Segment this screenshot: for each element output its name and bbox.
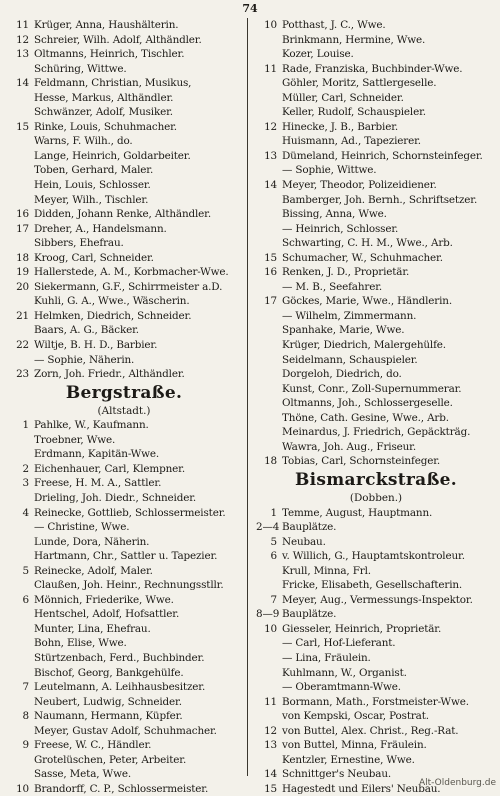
house-number: 13 bbox=[16, 48, 29, 61]
resident-entry bbox=[256, 506, 496, 521]
resident-text: Thöne, Cath. Gesine, Wwe., Arb. bbox=[282, 411, 449, 424]
resident-text: Stürtzenbach, Ferd., Buchbinder. bbox=[34, 651, 205, 664]
right-column bbox=[256, 18, 496, 796]
resident-text: Claußen, Joh. Heinr., Rechnungsstllr. bbox=[34, 579, 224, 592]
resident-entry bbox=[256, 651, 496, 666]
resident-text: Hallerstede, A. M., Korbmacher-Wwe. bbox=[34, 266, 229, 279]
resident-entry bbox=[8, 62, 240, 77]
resident-text: Neubau. bbox=[282, 535, 326, 548]
resident-entry bbox=[256, 105, 496, 120]
resident-entry bbox=[8, 506, 240, 521]
resident-text: — Heinrich, Schlosser. bbox=[282, 222, 399, 235]
resident-text: Toben, Gerhard, Maler. bbox=[34, 164, 154, 177]
resident-entry bbox=[256, 33, 496, 48]
house-number: 6 bbox=[22, 593, 29, 606]
resident-text: Grotelüschen, Peter, Arbeiter. bbox=[34, 753, 187, 766]
house-number: 2 bbox=[22, 462, 29, 475]
resident-text: Meyer, Aug., Vermessungs-Inspektor. bbox=[282, 593, 473, 606]
resident-text: von Buttel, Alex. Christ., Reg.-Rat. bbox=[282, 724, 459, 737]
resident-entry bbox=[256, 636, 496, 651]
resident-entry bbox=[8, 695, 240, 710]
resident-entry bbox=[8, 491, 240, 506]
resident-entry bbox=[8, 535, 240, 550]
house-number: 11 bbox=[16, 19, 29, 31]
resident-entry bbox=[256, 454, 496, 469]
resident-entry bbox=[256, 425, 496, 440]
resident-entry bbox=[8, 782, 240, 796]
resident-text: Munter, Lina, Ehefrau. bbox=[34, 622, 151, 635]
house-number: 11 bbox=[264, 695, 277, 708]
resident-entry bbox=[8, 294, 240, 309]
resident-text: Bohn, Elise, Wwe. bbox=[34, 637, 127, 650]
house-number: 9 bbox=[22, 739, 29, 752]
resident-text: Rinke, Louis, Schuhmacher. bbox=[34, 120, 177, 133]
house-number: 16 bbox=[16, 208, 29, 221]
resident-entry bbox=[256, 353, 496, 368]
resident-entry bbox=[8, 353, 240, 368]
resident-entry bbox=[8, 433, 240, 448]
house-number: 7 bbox=[270, 593, 277, 606]
house-number: 21 bbox=[16, 309, 29, 322]
resident-text: Warns, F. Wilh., do. bbox=[34, 135, 133, 148]
resident-entry bbox=[8, 607, 240, 622]
house-number: 18 bbox=[16, 251, 29, 264]
resident-text: Meyer, Theodor, Polizeidiener. bbox=[282, 179, 437, 192]
house-number: 10 bbox=[16, 782, 29, 795]
resident-text: Freese, H. M. A., Sattler. bbox=[34, 477, 162, 490]
resident-entry bbox=[8, 476, 240, 491]
resident-text: Wiltje, B. H. D., Barbier. bbox=[34, 339, 158, 352]
resident-entry bbox=[256, 382, 496, 397]
resident-entry bbox=[8, 91, 240, 106]
resident-text: Göhler, Moritz, Sattlergeselle. bbox=[282, 77, 437, 90]
resident-text: Meinardus, J. Friedrich, Gepäckträg. bbox=[282, 426, 471, 439]
resident-text: Kentzler, Ernestine, Wwe. bbox=[282, 753, 415, 766]
resident-text: Bormann, Math., Forstmeister-Wwe. bbox=[282, 695, 469, 708]
resident-text: — Oberamtmann-Wwe. bbox=[282, 681, 401, 694]
resident-text: Bauplätze. bbox=[282, 608, 337, 621]
resident-entry bbox=[8, 105, 240, 120]
resident-entry bbox=[256, 440, 496, 455]
house-number: 17 bbox=[16, 222, 29, 235]
resident-text: Sasse, Meta, Wwe. bbox=[34, 768, 131, 781]
resident-text: Dümeland, Heinrich, Schornsteinfeger. bbox=[282, 149, 483, 162]
resident-entry bbox=[8, 47, 240, 62]
house-number: 8—9 bbox=[256, 608, 280, 621]
house-number: 1 bbox=[22, 419, 29, 432]
resident-entry bbox=[256, 163, 496, 178]
resident-entry bbox=[8, 767, 240, 782]
resident-entry bbox=[256, 236, 496, 251]
resident-entry bbox=[256, 396, 496, 411]
resident-text: Renken, J. D., Proprietär. bbox=[282, 266, 410, 279]
house-number: 5 bbox=[22, 564, 29, 577]
resident-entry bbox=[8, 738, 240, 753]
resident-text: Hartmann, Chr., Sattler u. Tapezier. bbox=[34, 550, 218, 563]
resident-text: Freese, W. C., Händler. bbox=[34, 739, 152, 752]
house-number: 13 bbox=[264, 149, 277, 162]
resident-text: Schnittger's Neubau. bbox=[282, 768, 392, 781]
house-number: 14 bbox=[16, 77, 29, 90]
resident-entry bbox=[8, 193, 240, 208]
house-number: 14 bbox=[264, 768, 277, 781]
house-number: 1 bbox=[270, 506, 277, 519]
house-number: 12 bbox=[264, 724, 277, 737]
resident-text: Lunde, Dora, Näherin. bbox=[34, 535, 150, 548]
resident-text: — Wilhelm, Zimmermann. bbox=[282, 309, 417, 322]
resident-entry bbox=[256, 338, 496, 353]
resident-text: Hentschel, Adolf, Hofsattler. bbox=[34, 608, 180, 621]
resident-entry bbox=[8, 163, 240, 178]
resident-entry bbox=[256, 593, 496, 608]
resident-text: Mönnich, Friederike, Wwe. bbox=[34, 593, 174, 606]
resident-text: Brandorff, C. P., Schlossermeister. bbox=[34, 782, 209, 795]
resident-entry bbox=[8, 418, 240, 433]
resident-text: Troebner, Wwe. bbox=[34, 433, 116, 446]
house-number: 3 bbox=[22, 477, 29, 490]
resident-text: Lange, Heinrich, Goldarbeiter. bbox=[34, 149, 191, 162]
resident-entry bbox=[256, 564, 496, 579]
resident-entry bbox=[256, 680, 496, 695]
resident-text: Schumacher, W., Schuhmacher. bbox=[282, 251, 443, 264]
resident-entry bbox=[8, 462, 240, 477]
resident-text: Oltmanns, Joh., Schlossergeselle. bbox=[282, 397, 453, 410]
resident-text: — Sophie, Wittwe. bbox=[282, 164, 377, 177]
resident-text: — Sophie, Näherin. bbox=[34, 353, 135, 366]
resident-text: Göckes, Marie, Wwe., Händlerin. bbox=[282, 295, 452, 308]
house-number: 15 bbox=[16, 120, 29, 133]
resident-entry bbox=[256, 120, 496, 135]
resident-entry bbox=[256, 134, 496, 149]
resident-entry bbox=[8, 222, 240, 237]
house-number: 16 bbox=[264, 266, 277, 279]
resident-text: Dorgeloh, Diedrich, do. bbox=[282, 368, 402, 381]
resident-entry bbox=[8, 724, 240, 739]
resident-text: Meyer, Wilh., Tischler. bbox=[34, 193, 149, 206]
resident-text: Didden, Johann Renke, Althändler. bbox=[34, 208, 211, 221]
resident-text: Helmken, Diedrich, Schneider. bbox=[34, 309, 192, 322]
resident-entry bbox=[256, 323, 496, 338]
resident-entry bbox=[256, 47, 496, 62]
resident-entry bbox=[8, 251, 240, 266]
resident-entry bbox=[256, 549, 496, 564]
resident-entry bbox=[8, 666, 240, 681]
resident-text: Naumann, Hermann, Küpfer. bbox=[34, 710, 183, 723]
house-number: 18 bbox=[264, 455, 277, 468]
house-number: 2—4 bbox=[256, 521, 280, 534]
resident-entry bbox=[8, 33, 240, 48]
resident-text: Erdmann, Kapitän-Wwe. bbox=[34, 448, 160, 461]
resident-text: Rade, Franziska, Buchbinder-Wwe. bbox=[282, 62, 463, 75]
resident-entry bbox=[256, 251, 496, 266]
resident-entry bbox=[8, 753, 240, 768]
resident-text: Potthast, J. C., Wwe. bbox=[282, 19, 386, 31]
left-column bbox=[8, 18, 240, 796]
resident-entry bbox=[256, 724, 496, 739]
house-number: 7 bbox=[22, 681, 29, 694]
house-number: 13 bbox=[264, 739, 277, 752]
resident-text: Müller, Carl, Schneider. bbox=[282, 91, 404, 104]
resident-text: Zorn, Joh. Friedr., Althändler. bbox=[34, 368, 185, 381]
street-district: (Dobben.) bbox=[349, 491, 403, 504]
resident-text: Hesse, Markus, Althändler. bbox=[34, 91, 174, 104]
resident-text: Hein, Louis, Schlosser. bbox=[34, 179, 151, 192]
resident-entry bbox=[8, 593, 240, 608]
resident-text: Kuhli, G. A., Wwe., Wäscherin. bbox=[34, 295, 190, 308]
resident-entry bbox=[256, 76, 496, 91]
resident-entry bbox=[8, 134, 240, 149]
resident-entry bbox=[256, 178, 496, 193]
resident-text: Schüring, Wittwe. bbox=[34, 62, 127, 75]
house-number: 10 bbox=[264, 622, 277, 635]
resident-text: Wawra, Joh. Aug., Friseur. bbox=[282, 440, 417, 453]
house-number: 4 bbox=[22, 506, 29, 519]
resident-entry bbox=[256, 622, 496, 637]
resident-text: Feldmann, Christian, Musikus, bbox=[34, 77, 192, 90]
resident-text: Tobias, Carl, Schornsteinfeger. bbox=[282, 455, 441, 468]
resident-text: Leutelmann, A. Leihhausbesitzer. bbox=[34, 681, 206, 694]
street-heading: Bismarckstraße. bbox=[294, 469, 458, 490]
resident-entry bbox=[256, 207, 496, 222]
resident-entry bbox=[8, 367, 240, 382]
house-number: 8 bbox=[22, 710, 29, 723]
resident-entry bbox=[256, 149, 496, 164]
resident-entry bbox=[8, 622, 240, 637]
house-number: 20 bbox=[16, 280, 29, 293]
house-number: 10 bbox=[264, 19, 277, 31]
resident-entry bbox=[256, 709, 496, 724]
resident-text: Krüger, Diedrich, Malergehülfe. bbox=[282, 339, 446, 352]
house-number: 15 bbox=[264, 251, 277, 264]
resident-entry bbox=[8, 309, 240, 324]
resident-entry bbox=[8, 578, 240, 593]
resident-entry bbox=[256, 695, 496, 710]
resident-entry bbox=[256, 607, 496, 622]
resident-entry bbox=[8, 651, 240, 666]
resident-entry bbox=[256, 520, 496, 535]
resident-text: Hinecke, J. B., Barbier. bbox=[282, 120, 399, 133]
resident-text: Pahlke, W., Kaufmann. bbox=[34, 419, 149, 432]
resident-text: Kunst, Conr., Zoll-Supernummerar. bbox=[282, 382, 462, 395]
house-number: 19 bbox=[16, 266, 29, 279]
resident-text: Drieling, Joh. Diedr., Schneider. bbox=[34, 491, 197, 504]
house-number: 15 bbox=[264, 782, 277, 795]
resident-text: Kuhlmann, W., Organist. bbox=[282, 666, 407, 679]
resident-text: Reinecke, Adolf, Maler. bbox=[34, 564, 153, 577]
resident-entry bbox=[8, 680, 240, 695]
resident-entry bbox=[8, 564, 240, 579]
resident-text: Kroog, Carl, Schneider. bbox=[34, 251, 154, 264]
resident-entry bbox=[256, 578, 496, 593]
resident-text: Neubert, Ludwig, Schneider. bbox=[34, 695, 182, 708]
resident-entry bbox=[256, 367, 496, 382]
house-number: 23 bbox=[16, 368, 29, 381]
resident-text: Giesseler, Heinrich, Proprietär. bbox=[282, 622, 442, 635]
resident-text: Bamberger, Joh. Bernh., Schriftsetzer. bbox=[282, 193, 478, 206]
street-heading: Bergstraße. bbox=[65, 382, 183, 403]
resident-entry bbox=[256, 309, 496, 324]
resident-entry bbox=[256, 294, 496, 309]
resident-entry bbox=[8, 265, 240, 280]
resident-text: Seidelmann, Schauspieler. bbox=[282, 353, 418, 366]
resident-text: Brinkmann, Hermine, Wwe. bbox=[282, 33, 426, 46]
resident-entry bbox=[256, 91, 496, 106]
page-number: 74 bbox=[242, 2, 258, 15]
resident-text: Keller, Rudolf, Schauspieler. bbox=[282, 106, 426, 119]
resident-text: Eichenhauer, Carl, Klempner. bbox=[34, 462, 185, 475]
resident-entry bbox=[256, 411, 496, 426]
resident-text: Dreher, A., Handelsmann. bbox=[34, 222, 167, 235]
resident-text: — M. B., Seefahrer. bbox=[282, 280, 383, 293]
resident-entry bbox=[256, 222, 496, 237]
resident-entry bbox=[8, 549, 240, 564]
resident-entry bbox=[8, 178, 240, 193]
resident-text: Fricke, Elisabeth, Gesellschafterin. bbox=[282, 579, 463, 592]
house-number: 6 bbox=[270, 550, 277, 563]
resident-entry bbox=[256, 753, 496, 768]
house-number: 17 bbox=[264, 295, 277, 308]
resident-entry bbox=[256, 62, 496, 77]
resident-text: Krüger, Anna, Haushälterin. bbox=[34, 19, 179, 31]
house-number: 12 bbox=[16, 33, 29, 46]
house-number: 22 bbox=[16, 339, 29, 352]
resident-entry bbox=[8, 520, 240, 535]
resident-text: Spanhake, Marie, Wwe. bbox=[282, 324, 405, 337]
resident-text: Bischof, Georg, Bankgehülfe. bbox=[34, 666, 184, 679]
resident-entry bbox=[8, 120, 240, 135]
resident-text: — Carl, Hof-Lieferant. bbox=[282, 637, 396, 650]
house-number: 5 bbox=[270, 535, 277, 548]
resident-text: Reinecke, Gottlieb, Schlossermeister. bbox=[34, 506, 226, 519]
resident-entry bbox=[256, 535, 496, 550]
resident-entry bbox=[8, 207, 240, 222]
resident-entry bbox=[8, 323, 240, 338]
resident-text: von Kempski, Oscar, Postrat. bbox=[282, 710, 429, 723]
resident-text: Schreier, Wilh. Adolf, Althändler. bbox=[34, 33, 202, 46]
resident-text: Schwänzer, Adolf, Musiker. bbox=[34, 106, 173, 119]
resident-text: Schwarting, C. H. M., Wwe., Arb. bbox=[282, 237, 453, 250]
resident-text: Temme, August, Hauptmann. bbox=[282, 506, 433, 519]
resident-entry bbox=[256, 18, 496, 33]
resident-entry bbox=[256, 738, 496, 753]
resident-text: Siekermann, G.F., Schirrmeister a.D. bbox=[34, 280, 223, 293]
resident-text: Huismann, Ad., Tapezierer. bbox=[282, 135, 421, 148]
house-number: 14 bbox=[264, 179, 277, 192]
resident-text: von Buttel, Minna, Fräulein. bbox=[282, 739, 427, 752]
resident-text: Meyer, Gustav Adolf, Schuhmacher. bbox=[34, 724, 217, 737]
resident-entry bbox=[8, 338, 240, 353]
resident-text: Baars, A. G., Bäcker. bbox=[34, 324, 139, 337]
resident-text: Bissing, Anna, Wwe. bbox=[282, 208, 387, 221]
resident-text: — Lina, Fräulein. bbox=[282, 651, 371, 664]
resident-text: Bauplätze. bbox=[282, 521, 337, 534]
resident-entry bbox=[256, 666, 496, 681]
column-divider bbox=[247, 18, 248, 776]
resident-text: v. Willich, G., Hauptamtskontroleur. bbox=[282, 550, 465, 563]
resident-entry bbox=[8, 236, 240, 251]
resident-entry bbox=[8, 149, 240, 164]
street-district: (Altstadt.) bbox=[97, 404, 151, 417]
resident-text: Krull, Minna, Frl. bbox=[282, 564, 371, 577]
resident-text: Hagestedt und Eilers' Neubau. bbox=[282, 782, 441, 795]
resident-text: Oltmanns, Heinrich, Tischler. bbox=[34, 48, 185, 61]
resident-entry bbox=[256, 193, 496, 208]
resident-entry bbox=[256, 265, 496, 280]
resident-entry bbox=[8, 280, 240, 295]
resident-entry bbox=[8, 709, 240, 724]
resident-entry bbox=[8, 447, 240, 462]
resident-text: Sibbers, Ehefrau. bbox=[34, 237, 124, 250]
house-number: 12 bbox=[264, 120, 277, 133]
house-number: 11 bbox=[264, 62, 277, 75]
resident-text: — Christine, Wwe. bbox=[34, 521, 130, 534]
resident-text: Kozer, Louise. bbox=[282, 48, 354, 61]
resident-entry bbox=[8, 76, 240, 91]
resident-entry bbox=[8, 636, 240, 651]
resident-entry bbox=[8, 18, 240, 33]
watermark: Alt-Oldenburg.de bbox=[418, 778, 496, 788]
resident-entry bbox=[256, 280, 496, 295]
